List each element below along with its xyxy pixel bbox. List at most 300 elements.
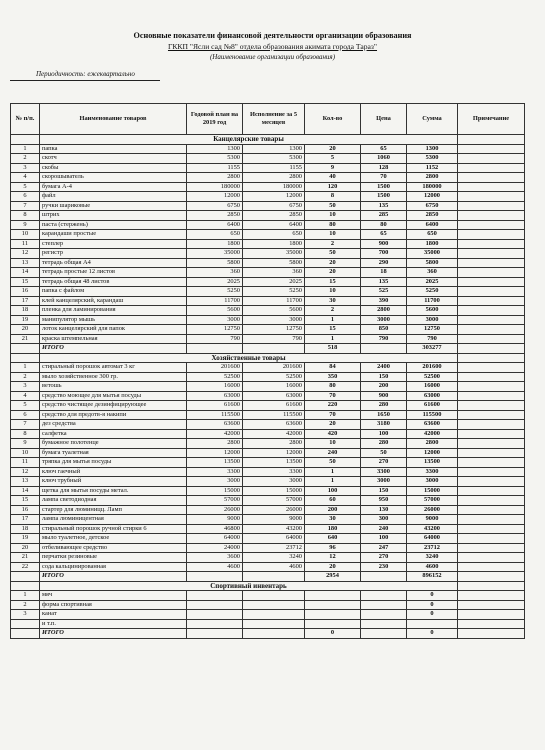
note-cell [458, 154, 525, 164]
table-cell: 8 [11, 211, 40, 221]
table-cell: 900 [361, 239, 407, 249]
table-cell: 52500 [407, 372, 458, 382]
table-row [11, 315, 525, 325]
table-cell: файл [40, 192, 187, 202]
table-cell: 15000 [243, 486, 305, 496]
table-cell: 10 [305, 211, 361, 221]
note-cell [458, 306, 525, 316]
table-cell: 7 [11, 420, 40, 430]
table-cell: тряпка для мытья посуды [40, 458, 187, 468]
table-cell: 26000 [407, 505, 458, 515]
table-cell: ключ трубный [40, 477, 187, 487]
table-cell: 201600 [187, 363, 243, 373]
table-cell: 15 [11, 496, 40, 506]
table-cell: 9 [11, 439, 40, 449]
table-cell: 63600 [243, 420, 305, 430]
table-cell: карандаши простые [40, 230, 187, 240]
table-row [11, 391, 525, 401]
table-row [11, 515, 525, 525]
table-cell: 14 [11, 486, 40, 496]
table-cell: 84 [305, 363, 361, 373]
total-sum: 0 [407, 629, 458, 639]
table-cell: 9000 [243, 515, 305, 525]
table-cell: 9 [11, 220, 40, 230]
total-sum: 303277 [407, 344, 458, 354]
table-row [11, 201, 525, 211]
table-cell: 80 [305, 382, 361, 392]
table-cell: 525 [361, 287, 407, 297]
table-cell: 2800 [243, 173, 305, 183]
section-note-cell [458, 581, 525, 591]
table-cell: бумага А-4 [40, 182, 187, 192]
table-row [11, 296, 525, 306]
table-cell: 16000 [407, 382, 458, 392]
table-cell: 2025 [407, 277, 458, 287]
table-cell: 700 [361, 249, 407, 259]
table-cell: манипулятор мышь [40, 315, 187, 325]
note-cell [458, 486, 525, 496]
section-title: Хозяйственные товары [40, 353, 458, 363]
section-number-cell [11, 353, 40, 363]
table-cell: 247 [361, 543, 407, 553]
table-cell: 2025 [243, 277, 305, 287]
table-cell: 43200 [407, 524, 458, 534]
table-cell [243, 610, 305, 620]
table-cell: салфетка [40, 429, 187, 439]
table-cell: 64000 [407, 534, 458, 544]
table-cell: 2800 [407, 439, 458, 449]
table-cell [243, 600, 305, 610]
col-header-price: Цена [361, 104, 407, 135]
table-cell: 5600 [407, 306, 458, 316]
table-cell: 3000 [187, 477, 243, 487]
table-cell [305, 591, 361, 601]
table-row [11, 562, 525, 572]
note-cell [458, 334, 525, 344]
table-cell: 128 [361, 163, 407, 173]
table-row [11, 258, 525, 268]
col-header-note: Примечание [458, 104, 525, 135]
table-cell: 3600 [187, 553, 243, 563]
total-label: ИТОГО [40, 572, 187, 582]
table-cell: 270 [361, 458, 407, 468]
table-cell: 10 [305, 230, 361, 240]
table-cell: 15 [11, 277, 40, 287]
table-cell: 350 [305, 372, 361, 382]
table-cell: 115500 [407, 410, 458, 420]
note-cell [458, 467, 525, 477]
table-row [11, 467, 525, 477]
total-note-cell [458, 344, 525, 354]
table-cell: 3000 [361, 315, 407, 325]
table-cell: стиральный порошок ручной стирки 6 [40, 524, 187, 534]
table-row [11, 477, 525, 487]
table-cell: 42000 [187, 429, 243, 439]
table-cell: 18 [11, 306, 40, 316]
table-cell: 2 [305, 306, 361, 316]
table-cell: лампа светодиодная [40, 496, 187, 506]
note-cell [458, 429, 525, 439]
table-cell: 96 [305, 543, 361, 553]
table-cell: 850 [361, 325, 407, 335]
table-cell: 6400 [187, 220, 243, 230]
table-row [11, 600, 525, 610]
table-row [11, 496, 525, 506]
table-cell: дез средства [40, 420, 187, 430]
table-cell: 5600 [243, 306, 305, 316]
table-cell: 1650 [361, 410, 407, 420]
table-cell: клей канцелярский, карандаш [40, 296, 187, 306]
periodicity-underline [10, 80, 160, 81]
table-cell: 35000 [407, 249, 458, 259]
table-cell: 64000 [243, 534, 305, 544]
table-cell: 20 [305, 562, 361, 572]
table-cell: перчатки резиновые [40, 553, 187, 563]
table-row [11, 458, 525, 468]
table-cell: 57000 [243, 496, 305, 506]
total-plan-cell [187, 344, 243, 354]
table-cell: 2850 [243, 211, 305, 221]
table-cell [305, 619, 361, 629]
table-cell: 100 [361, 429, 407, 439]
table-cell: 10 [305, 439, 361, 449]
table-cell: 1500 [361, 182, 407, 192]
table-cell: 4 [11, 391, 40, 401]
table-cell: 65 [361, 144, 407, 154]
note-cell [458, 315, 525, 325]
table-cell: 3000 [243, 477, 305, 487]
table-cell: тетрадь общая А4 [40, 258, 187, 268]
table-cell: 2 [11, 600, 40, 610]
table-row [11, 192, 525, 202]
table-row [11, 230, 525, 240]
section-number-cell [11, 135, 40, 145]
table-cell: 4600 [243, 562, 305, 572]
table-cell: 790 [361, 334, 407, 344]
note-cell [458, 619, 525, 629]
table-cell: 5250 [187, 287, 243, 297]
table-cell: папка [40, 144, 187, 154]
table-cell: 240 [361, 524, 407, 534]
table-cell: средство чистящее дезинфицирующее [40, 401, 187, 411]
table-cell: регистр [40, 249, 187, 259]
table-cell: 8 [11, 429, 40, 439]
table-row [11, 268, 525, 278]
table-cell: 150 [361, 486, 407, 496]
section-header-row [11, 353, 525, 363]
table-cell: 1060 [361, 154, 407, 164]
table-cell: 650 [407, 230, 458, 240]
table-row [11, 553, 525, 563]
table-row [11, 363, 525, 373]
table-cell: 3000 [361, 477, 407, 487]
table-cell: 70 [305, 391, 361, 401]
total-qty: 0 [305, 629, 361, 639]
table-cell: 2800 [407, 173, 458, 183]
table-cell: 61600 [243, 401, 305, 411]
table-row [11, 372, 525, 382]
table-cell: мыло туалетное, детское [40, 534, 187, 544]
table-cell: 80 [361, 220, 407, 230]
table-cell: 20 [305, 268, 361, 278]
table-cell: 21 [11, 553, 40, 563]
table-cell: 22 [11, 562, 40, 572]
table-cell: 11700 [243, 296, 305, 306]
total-price-cell [361, 629, 407, 639]
table-cell: 4600 [187, 562, 243, 572]
table-cell: 21 [11, 334, 40, 344]
table-cell: 61600 [407, 401, 458, 411]
note-cell [458, 410, 525, 420]
table-cell: стиральный порошок автомат 3 кг [40, 363, 187, 373]
note-cell [458, 258, 525, 268]
table-cell: 5800 [243, 258, 305, 268]
financial-table [10, 103, 525, 639]
table-cell: 640 [305, 534, 361, 544]
table-cell: 201600 [243, 363, 305, 373]
table-cell: 200 [305, 505, 361, 515]
table-cell: 12000 [243, 192, 305, 202]
table-cell: 18 [11, 524, 40, 534]
table-cell: 0 [407, 610, 458, 620]
total-price-cell [361, 572, 407, 582]
table-cell: 64000 [187, 534, 243, 544]
table-cell: папка с файлом [40, 287, 187, 297]
table-cell: 201600 [407, 363, 458, 373]
table-cell: 5250 [243, 287, 305, 297]
note-cell [458, 591, 525, 601]
table-cell: 420 [305, 429, 361, 439]
table-cell: 200 [361, 382, 407, 392]
table-cell: 70 [361, 173, 407, 183]
table-cell: 135 [361, 277, 407, 287]
table-cell: 12750 [407, 325, 458, 335]
table-cell: бумага туалетная [40, 448, 187, 458]
note-cell [458, 401, 525, 411]
table-cell [187, 619, 243, 629]
note-cell [458, 496, 525, 506]
table-cell: 15000 [407, 486, 458, 496]
table-cell: 11 [11, 458, 40, 468]
table-cell: 2850 [187, 211, 243, 221]
table-cell: 230 [361, 562, 407, 572]
table-cell: 63000 [243, 391, 305, 401]
table-header-row [11, 104, 525, 135]
table-cell: 18 [361, 268, 407, 278]
table-row [11, 154, 525, 164]
table-cell: 2400 [361, 363, 407, 373]
table-cell: 285 [361, 211, 407, 221]
table-row [11, 249, 525, 259]
table-cell: 43200 [243, 524, 305, 534]
table-cell: 1800 [407, 239, 458, 249]
table-cell: 5800 [407, 258, 458, 268]
table-cell: 19 [11, 534, 40, 544]
table-cell: 50 [361, 448, 407, 458]
note-cell [458, 524, 525, 534]
table-cell: 5 [305, 154, 361, 164]
table-cell: 0 [407, 600, 458, 610]
table-cell: 2800 [187, 173, 243, 183]
table-cell: 360 [407, 268, 458, 278]
table-cell: сода кальцинированная [40, 562, 187, 572]
table-cell: 12000 [243, 448, 305, 458]
table-cell: ручки шариковые [40, 201, 187, 211]
table-cell: 11700 [187, 296, 243, 306]
total-exec-cell [243, 629, 305, 639]
table-cell: 650 [187, 230, 243, 240]
table-cell: 20 [305, 258, 361, 268]
table-row [11, 429, 525, 439]
col-header-sum: Сумма [407, 104, 458, 135]
table-cell: 130 [361, 505, 407, 515]
note-cell [458, 439, 525, 449]
note-cell [458, 230, 525, 240]
table-cell: 3000 [187, 315, 243, 325]
table-cell [187, 610, 243, 620]
section-note-cell [458, 135, 525, 145]
table-cell: 5 [11, 182, 40, 192]
note-cell [458, 268, 525, 278]
table-cell: 63000 [407, 391, 458, 401]
table-row [11, 277, 525, 287]
table-row [11, 182, 525, 192]
table-cell: 20 [305, 144, 361, 154]
table-cell: 790 [407, 334, 458, 344]
note-cell [458, 211, 525, 221]
table-row [11, 439, 525, 449]
table-cell: 5 [11, 401, 40, 411]
table-cell: тетрадь общая 48 листов [40, 277, 187, 287]
table-cell: 12 [11, 249, 40, 259]
table-cell: 20 [11, 325, 40, 335]
table-cell: 1 [11, 591, 40, 601]
table-cell: 280 [361, 439, 407, 449]
note-cell [458, 534, 525, 544]
table-cell: 5300 [407, 154, 458, 164]
table-row [11, 591, 525, 601]
col-header-name: Наименование товаров [40, 104, 187, 135]
table-cell: 0 [407, 591, 458, 601]
note-cell [458, 277, 525, 287]
table-cell: 42000 [243, 429, 305, 439]
table-cell: 1300 [187, 144, 243, 154]
table-cell: 360 [187, 268, 243, 278]
document-title: Основные показатели финансовой деятельности организации образования [133, 31, 412, 40]
table-cell: ключ гаечный [40, 467, 187, 477]
table-cell: 15 [305, 325, 361, 335]
table-row [11, 173, 525, 183]
table-cell: бумажное полотенце [40, 439, 187, 449]
table-cell: пленка для ламинирования [40, 306, 187, 316]
total-number-cell [11, 344, 40, 354]
table-cell: 19 [11, 315, 40, 325]
table-cell: 2 [305, 239, 361, 249]
table-cell: скотч [40, 154, 187, 164]
table-cell: 180000 [407, 182, 458, 192]
col-header-execution: Исполнение за 5 месяцев [243, 104, 305, 135]
table-cell: 63600 [187, 420, 243, 430]
note-cell [458, 505, 525, 515]
table-cell: 280 [361, 401, 407, 411]
note-cell [458, 553, 525, 563]
section-number-cell [11, 581, 40, 591]
table-cell: 61600 [187, 401, 243, 411]
table-cell: 4600 [407, 562, 458, 572]
table-cell: 150 [361, 372, 407, 382]
note-cell [458, 600, 525, 610]
table-cell: 3300 [243, 467, 305, 477]
table-cell: 135 [361, 201, 407, 211]
table-cell: 3240 [243, 553, 305, 563]
table-cell: 50 [305, 201, 361, 211]
table-cell: 11700 [407, 296, 458, 306]
total-qty: 518 [305, 344, 361, 354]
table-cell: тетрадь простые 12 листов [40, 268, 187, 278]
table-cell: 17 [11, 515, 40, 525]
table-cell: 180000 [243, 182, 305, 192]
note-cell [458, 182, 525, 192]
table-cell [361, 591, 407, 601]
table-cell: средство для предотв-я накипи [40, 410, 187, 420]
table-cell: 57000 [187, 496, 243, 506]
table-cell: 6750 [407, 201, 458, 211]
organization-name [0, 42, 545, 51]
section-header-row [11, 135, 525, 145]
table-cell: 12750 [187, 325, 243, 335]
note-cell [458, 201, 525, 211]
table-row [11, 334, 525, 344]
section-header-row [11, 581, 525, 591]
table-cell: 24000 [187, 543, 243, 553]
table-cell: 3000 [243, 315, 305, 325]
periodicity-label: Периодичность: ежеквартально [36, 70, 135, 78]
table-cell: 2 [11, 372, 40, 382]
table-row [11, 211, 525, 221]
table-cell [187, 591, 243, 601]
table-cell: 52500 [187, 372, 243, 382]
total-qty: 2954 [305, 572, 361, 582]
table-row [11, 220, 525, 230]
note-cell [458, 610, 525, 620]
table-row [11, 619, 525, 629]
table-cell: 3 [11, 163, 40, 173]
table-cell: 1 [305, 467, 361, 477]
note-cell [458, 562, 525, 572]
table-cell: 42000 [407, 429, 458, 439]
organization-name-text: ГККП "Ясли сад №8" отдела образования акимата города Тараз" [167, 42, 378, 51]
section-note-cell [458, 353, 525, 363]
table-cell: степлер [40, 239, 187, 249]
table-cell: 2 [11, 154, 40, 164]
table-cell: 3240 [407, 553, 458, 563]
table-cell: 100 [305, 486, 361, 496]
note-cell [458, 287, 525, 297]
note-cell [458, 249, 525, 259]
note-cell [458, 220, 525, 230]
note-cell [458, 477, 525, 487]
table-cell: 1 [305, 315, 361, 325]
table-cell: 6 [11, 410, 40, 420]
table-cell: 2800 [243, 439, 305, 449]
table-cell: 12750 [243, 325, 305, 335]
table-cell: форма спортивная [40, 600, 187, 610]
table-cell: и т.п. [40, 619, 187, 629]
note-cell [458, 325, 525, 335]
section-title: Канцелярские товары [40, 135, 458, 145]
table-cell: 15 [305, 277, 361, 287]
table-cell: 3300 [407, 467, 458, 477]
